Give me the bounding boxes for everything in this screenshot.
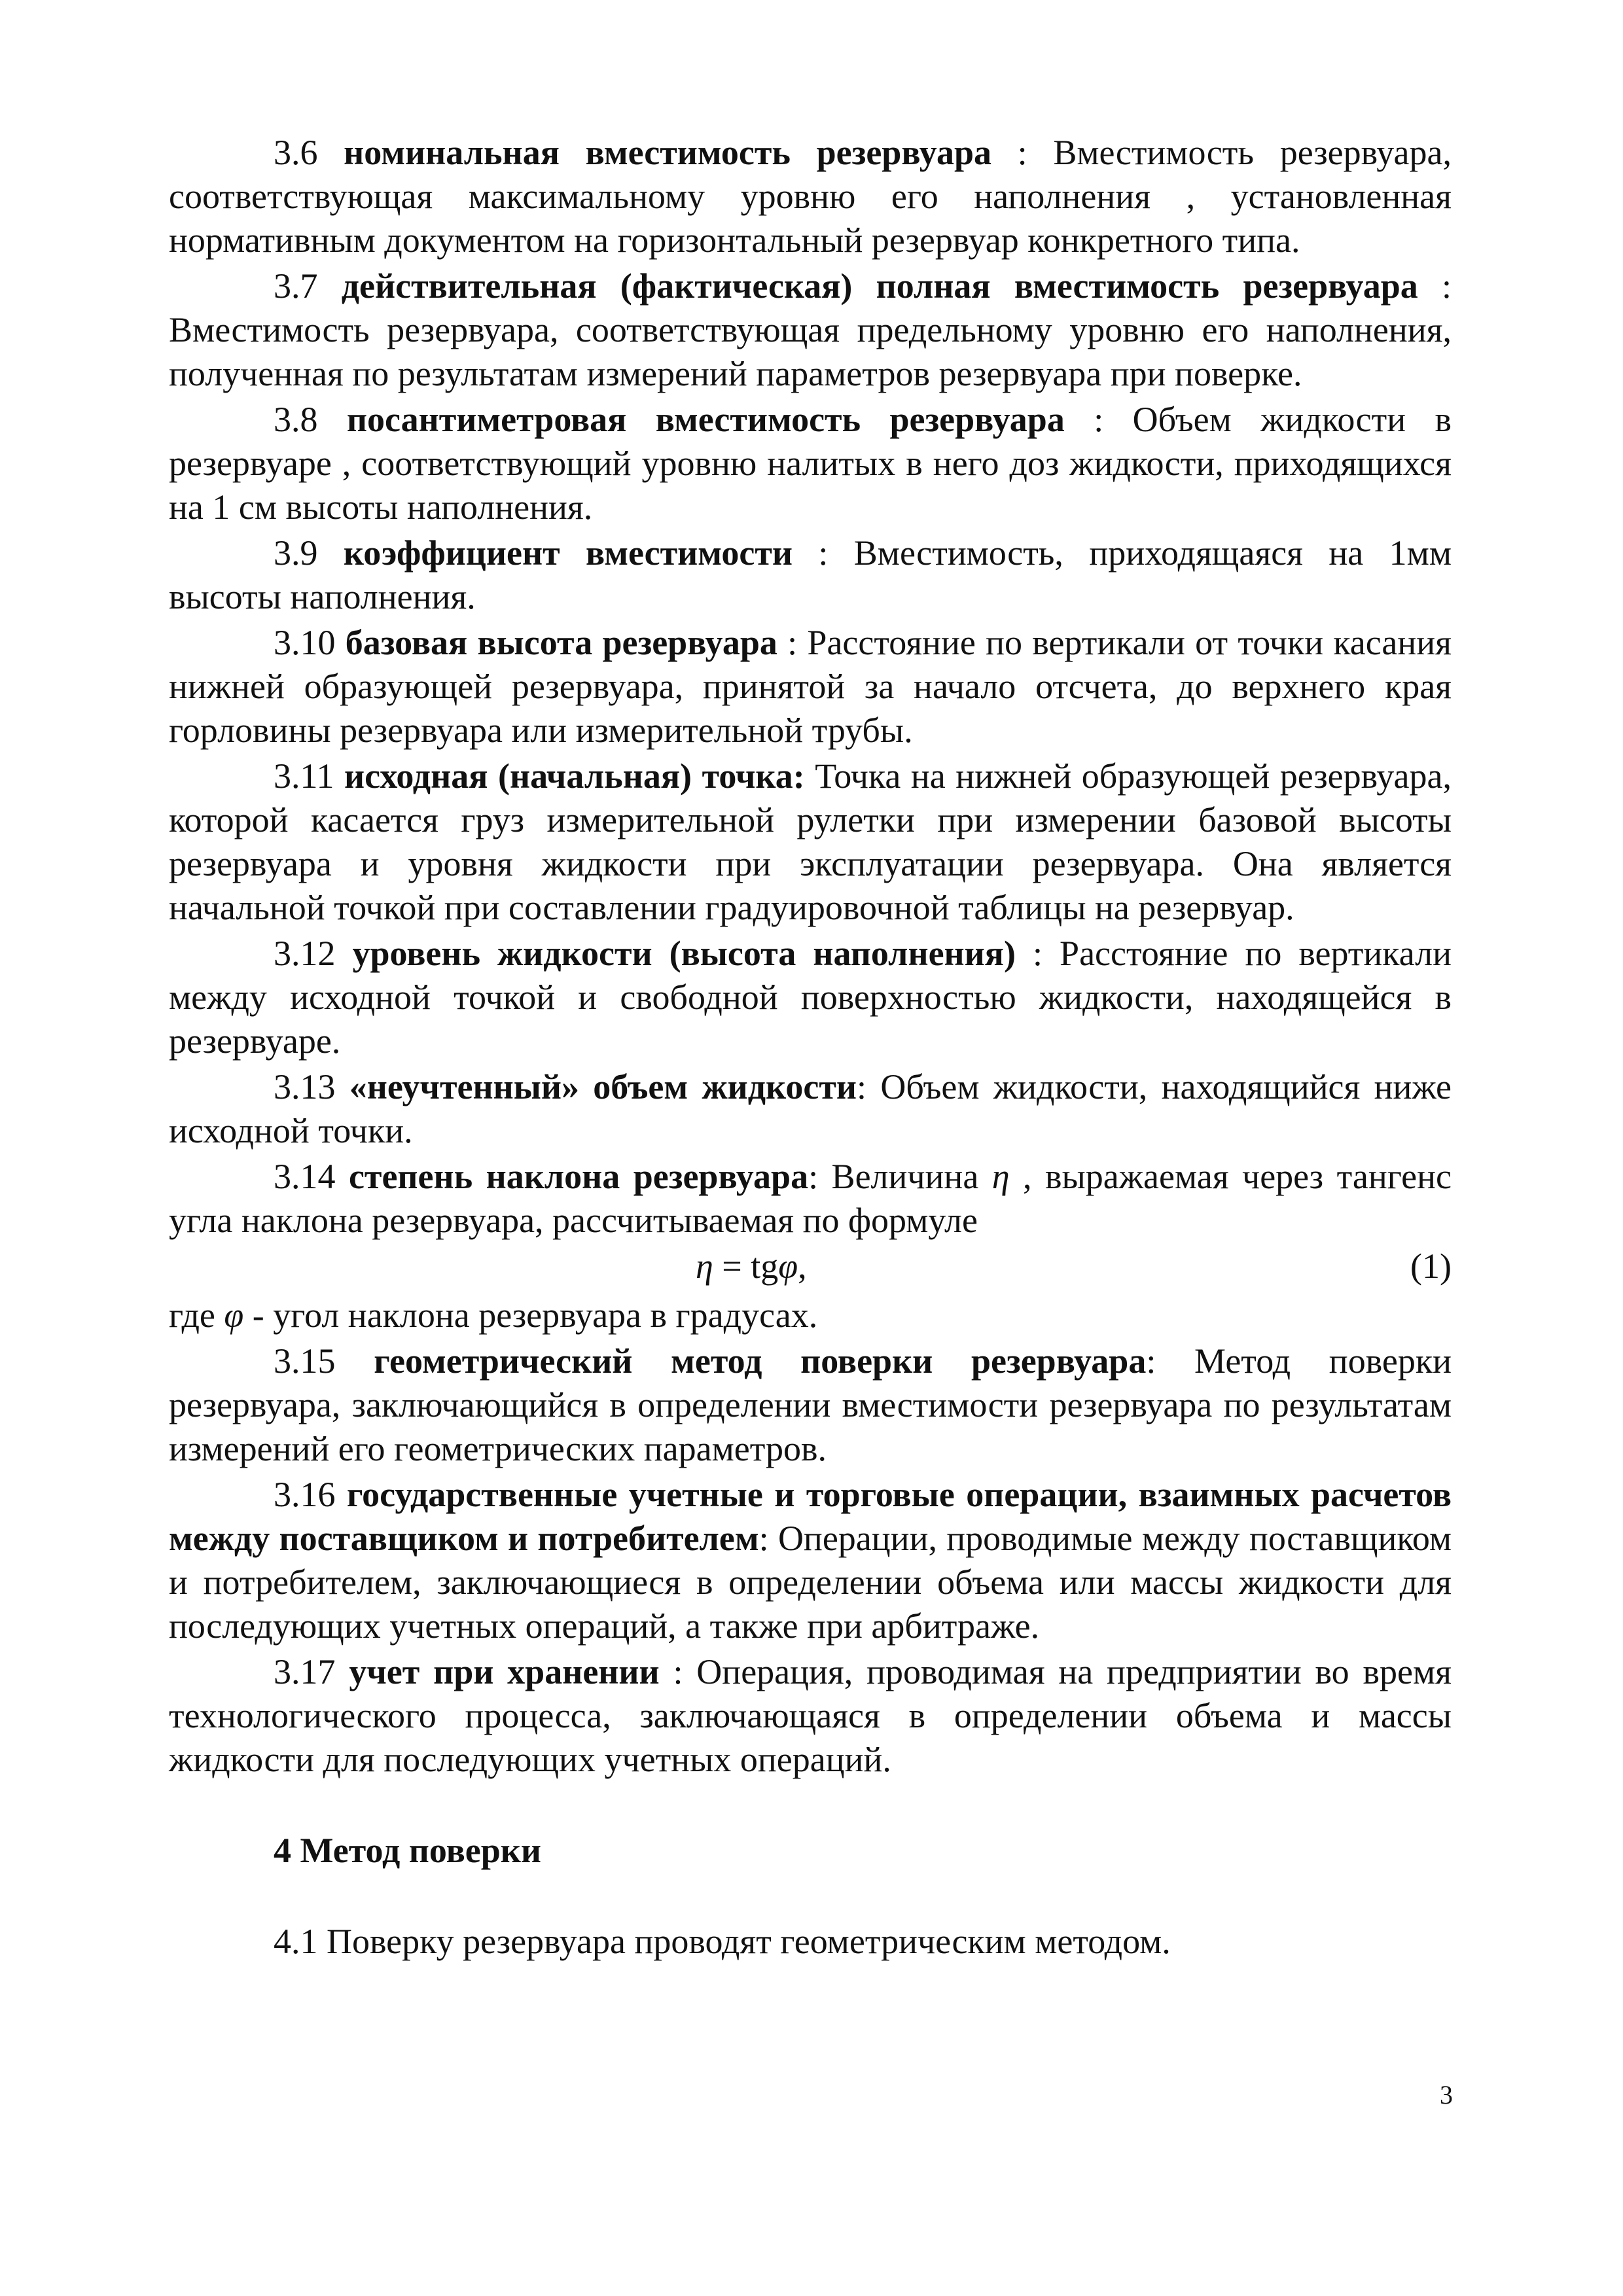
- separator: [805, 756, 815, 796]
- separator: :: [857, 1067, 881, 1106]
- definition-3-7: [169, 264, 1452, 396]
- definition-3-9: [169, 531, 1452, 619]
- formula-lhs: η: [696, 1246, 713, 1286]
- definition-text: Операция, проводимая на предприятии во время технологического процесса, заключающаяся в определении объема и массы жидкости для последующих учетных операций.: [169, 1652, 1452, 1779]
- definition-text: Метод поверки резервуара, заключающийся в определении вместимости резервуара по результатам измерений его геометрических параметров.: [169, 1341, 1452, 1468]
- definition-3-16: [169, 1473, 1452, 1648]
- equation-number: (1): [1410, 1246, 1452, 1286]
- definition-3-17: [169, 1650, 1452, 1782]
- document-page: [169, 131, 1452, 1964]
- defined-term: исходная (начальная) точка:: [344, 756, 805, 796]
- defined-term: коэффициент вместимости: [343, 533, 793, 573]
- eta-symbol: η: [991, 1157, 1010, 1196]
- separator: :: [659, 1652, 697, 1691]
- defined-term: базовая высота резервуара: [345, 623, 777, 662]
- definition-text: Операции, проводимые между поставщиком и потребителем, заключающиеся в определении объема или массы жидкости для последующих учетных операций, а также при арбитраже.: [169, 1519, 1452, 1646]
- definition-3-6: [169, 131, 1452, 262]
- clause-number: 3.11: [274, 756, 334, 796]
- formula-note-text: - угол наклона резервуара в градусах.: [243, 1296, 818, 1335]
- clause-number: 3.10: [274, 623, 336, 662]
- defined-term: «неучтенный» объем жидкости: [349, 1067, 857, 1106]
- definition-3-8: [169, 398, 1452, 529]
- formula-operator: = tg: [713, 1246, 779, 1286]
- clause-number: 3.17: [274, 1652, 336, 1691]
- definition-text: Расстояние по вертикали между исходной точкой и свободной поверхностью жидкости, находящейся в резервуаре.: [169, 934, 1452, 1061]
- section-4-heading: 4 Метод поверки: [274, 1831, 541, 1870]
- separator: :: [777, 623, 808, 662]
- defined-term: геометрический метод поверки резервуара: [374, 1341, 1147, 1381]
- clause-number: 3.14: [274, 1157, 336, 1196]
- clause-number: 3.12: [274, 934, 336, 973]
- clause-4-1: 4.1 Поверку резервуара проводят геометрическим методом.: [274, 1922, 1171, 1961]
- definition-text: Объем жидкости, находящийся ниже исходной точки.: [169, 1067, 1452, 1150]
- separator: :: [792, 533, 854, 573]
- formula-note: [169, 1294, 1452, 1337]
- definition-text-continued: , выражаемая через тангенс угла наклона резервуара, рассчитываемая по формуле: [169, 1157, 1452, 1240]
- formula-rhs: φ: [778, 1246, 798, 1286]
- definition-3-12: [169, 932, 1452, 1063]
- separator: :: [991, 133, 1054, 172]
- formula-expression: [696, 1245, 807, 1288]
- separator: :: [1418, 266, 1452, 306]
- separator: :: [1016, 934, 1060, 973]
- formula-1: [169, 1245, 1452, 1292]
- definition-text: Точка на нижней образующей резервуара, которой касается груз измерительной рулетки при измерении базовой высоты резервуара и уровня жидкости при эксплуатации резервуара. Она является начальной точкой при составлении градуировочной таблицы на резервуар.: [169, 756, 1452, 927]
- page-number: 3: [1440, 2080, 1453, 2110]
- separator: :: [758, 1519, 778, 1558]
- defined-term: учет при хранении: [349, 1652, 660, 1691]
- separator: :: [1146, 1341, 1195, 1381]
- separator: :: [1064, 400, 1133, 439]
- defined-term: государственные учетные и торговые операции, взаимных расчетов между поставщиком и потребителем: [169, 1475, 1452, 1558]
- formula-tail: ,: [798, 1246, 807, 1286]
- clause-number: 3.6: [274, 133, 318, 172]
- clause-number: 3.15: [274, 1341, 336, 1381]
- clause-number: 3.7: [274, 266, 318, 306]
- definition-3-14: [169, 1155, 1452, 1243]
- defined-term: уровень жидкости (высота наполнения): [352, 934, 1016, 973]
- separator: :: [808, 1157, 832, 1196]
- clause-number: 3.8: [274, 400, 318, 439]
- definition-3-15: [169, 1339, 1452, 1471]
- defined-term: номинальная вместимость резервуара: [344, 133, 991, 172]
- phi-symbol: φ: [224, 1296, 244, 1335]
- definition-text: Величина: [831, 1157, 992, 1196]
- formula-note-prefix: где: [169, 1296, 224, 1335]
- defined-term: степень наклона резервуара: [348, 1157, 809, 1196]
- definition-3-10: [169, 621, 1452, 752]
- defined-term: действительная (фактическая) полная вместимость резервуара: [341, 266, 1418, 306]
- definition-text: Расстояние по вертикали от точки касания нижней образующей резервуара, принятой за начало отсчета, до верхнего края горловины резервуара или измерительной трубы.: [169, 623, 1452, 750]
- definition-3-11: [169, 754, 1452, 930]
- definition-text: Объем жидкости в резервуаре , соответствующий уровню налитых в него доз жидкости, приходящихся на 1 см высоты наполнения.: [169, 400, 1452, 527]
- defined-term: посантиметровая вместимость резервуара: [346, 400, 1065, 439]
- definition-text: Вместимость, приходящаяся на 1мм высоты наполнения.: [169, 533, 1452, 616]
- definition-3-13: [169, 1065, 1452, 1153]
- definition-text: Вместимость резервуара, соответствующая предельному уровню его наполнения, полученная по результатам измерений параметров резервуара при поверке.: [169, 310, 1452, 393]
- definition-text: Вместимость резервуара, соответствующая максимальному уровню его наполнения , установленная нормативным документом на горизонтальный резервуар конкретного типа.: [169, 133, 1452, 260]
- clause-number: 3.16: [274, 1475, 336, 1514]
- clause-number: 3.9: [274, 533, 318, 573]
- clause-number: 3.13: [274, 1067, 336, 1106]
